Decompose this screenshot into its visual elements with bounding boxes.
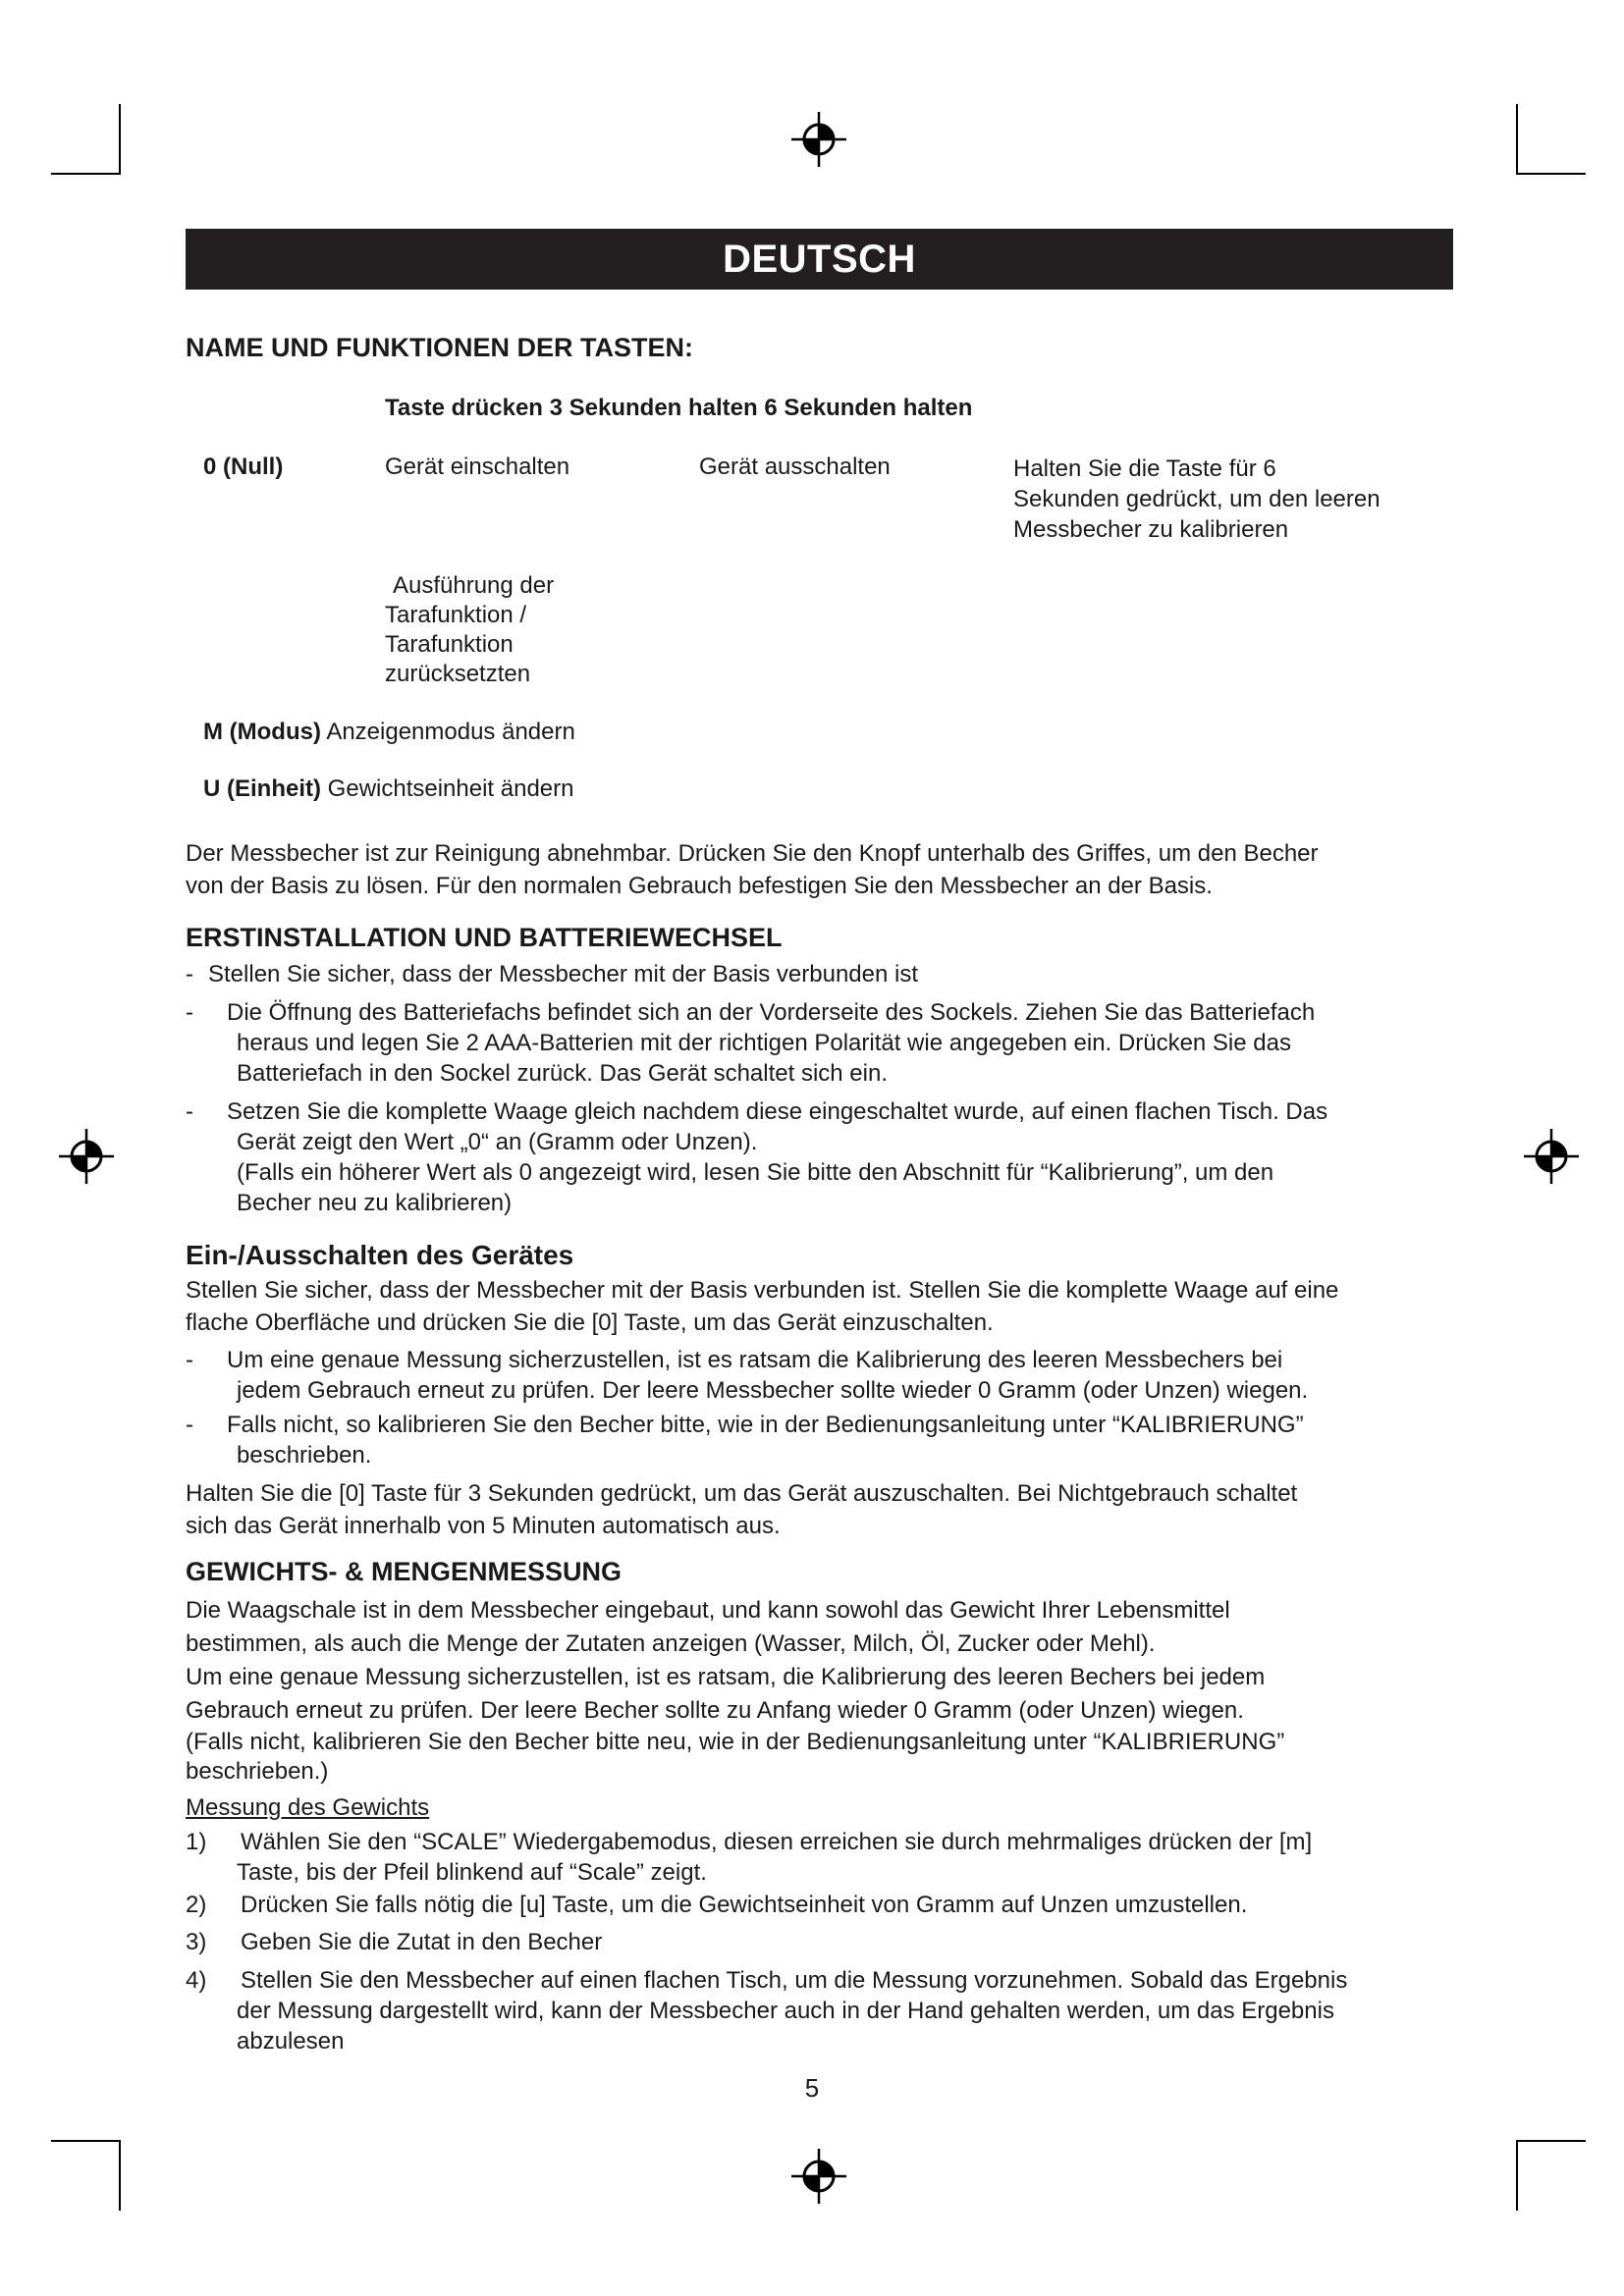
key-zero-label: 0 (Null) [203, 454, 284, 480]
registration-mark-icon [57, 1127, 116, 1186]
keys-heading: NAME UND FUNKTIONEN DER TASTEN: [186, 333, 693, 362]
key-mode-row [203, 719, 575, 746]
measure-subheading: Messung des Gewichts [186, 1794, 430, 1821]
key-unit-label: U (Einheit) [203, 775, 321, 802]
power-heading: Ein-/Ausschalten des Gerätes [186, 1240, 574, 1270]
column-header-hold3: 3 Sekunden halten [549, 395, 758, 421]
registration-mark-icon [789, 2147, 848, 2206]
column-header-press: Taste drücken [385, 395, 543, 421]
install-heading: ERSTINSTALLATION UND BATTERIEWECHSEL [186, 923, 783, 952]
crop-mark-top-right-h [1516, 173, 1586, 175]
key-zero-press: Gerät einschalten [385, 454, 570, 480]
power-paragraph: Stellen Sie sicher, dass der Messbecher mit der Basis verbunden ist. Stellen Sie die komplette Waage auf eine flache Oberfläche und drücken Sie die [0] Taste, um das Gerät einzuschalten. [186, 1277, 1339, 1336]
crop-mark-bottom-right-h [1516, 2140, 1586, 2142]
crop-mark-top-right-v [1516, 104, 1518, 175]
crop-mark-top-left-v [119, 104, 121, 175]
key-zero-hold3: Gerät ausschalten [699, 454, 891, 480]
crop-mark-bottom-left-v [119, 2140, 121, 2211]
crop-mark-bottom-right-v [1516, 2140, 1518, 2211]
tara-function-text: Ausführung der Tarafunktion / Tarafunktion zurücksetzten [385, 572, 555, 687]
key-mode-label: M (Modus) [203, 719, 321, 745]
column-header-hold6: 6 Sekunden halten [764, 395, 973, 421]
intro-paragraph: Der Messbecher ist zur Reinigung abnehmbar. Drücken Sie den Knopf unterhalb des Griffes, um den Becher von der Basis zu lösen. Für den normalen Gebrauch befestigen Sie den Messbecher an der Basis. [186, 840, 1319, 899]
measure-paragraph: Die Waagschale ist in dem Messbecher eingebaut, und kann sowohl das Gewicht Ihrer Lebensmittel bestimmen, als auch die Menge der Zutaten anzeigen (Wasser, Milch, Öl, Zucker oder Mehl). Um eine genaue Messung sicherzustellen, ist es ratsam, die Kalibrierung des leeren Bechers bei jedem Gebrauch erneut zu prüfen. Der leere Becher sollte zu Anfang wieder 0 Gramm (oder Unzen) wiegen. (Falls nicht, kalibrieren Sie den Becher bitte neu, wie in der Bedienungsanleitung unter “KALIBRIERUNG” beschrieben.) [186, 1597, 1285, 1785]
key-unit-desc: Gewichtseinheit ändern [327, 775, 574, 802]
crop-mark-bottom-left-h [51, 2140, 121, 2142]
registration-mark-icon [1522, 1127, 1581, 1186]
crop-mark-top-left-h [51, 173, 121, 175]
keys-column-headers [385, 395, 972, 422]
language-banner: DEUTSCH [186, 229, 1453, 290]
key-unit-row [203, 775, 574, 803]
key-mode-desc: Anzeigenmodus ändern [326, 719, 575, 745]
registration-mark-icon [789, 110, 848, 169]
page-number: 5 [804, 2073, 820, 2103]
power-off-paragraph: Halten Sie die [0] Taste für 3 Sekunden gedrückt, um das Gerät auszuschalten. Bei Nichtgebrauch schaltet sich das Gerät innerhalb von 5 Minuten automatisch aus. [186, 1480, 1298, 1539]
measure-heading: GEWICHTS- & MENGENMESSUNG [186, 1557, 623, 1586]
key-zero-hold6: Halten Sie die Taste für 6 Sekunden gedrückt, um den leeren Messbecher zu kalibrieren [1013, 455, 1380, 543]
